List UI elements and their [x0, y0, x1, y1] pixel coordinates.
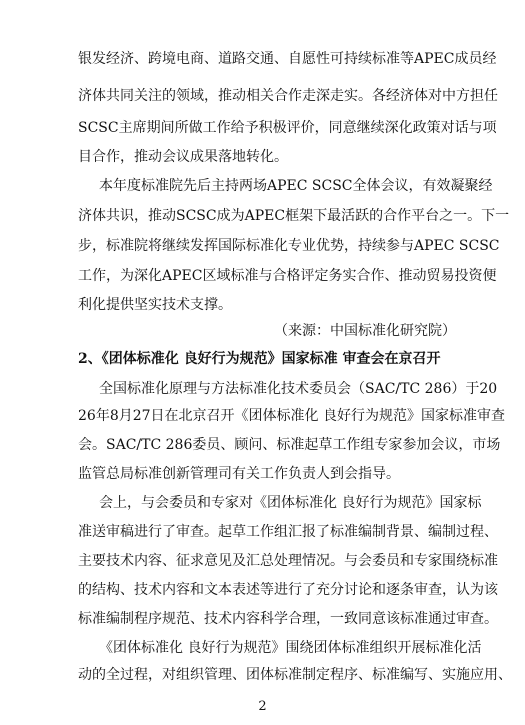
text-line: 监管总局标准创新管理司有关工作负责人到会指导。 — [78, 466, 400, 482]
text-line: 《团体标准化 良好行为规范》围绕团体标准组织开展标准化活 — [99, 640, 482, 656]
page-number: 2 — [258, 699, 267, 714]
text-line: 动的全过程，对组织管理、团体标准制定程序、标准编写、实施应用、 — [78, 667, 512, 683]
source-note: （来源：中国标准化研究院） — [274, 323, 456, 339]
text-line: 本年度标准院先后主持两场APEC SCSC全体会议，有效凝聚经 — [99, 178, 493, 194]
text-line: 的结构、技术内容和文本表述等进行了充分讨论和逐条审查，认为该 — [78, 582, 498, 598]
text-line: 步，标准院将继续发挥国际标准化专业优势，持续参与APEC SCSC — [78, 238, 500, 254]
text-line: 济体共同关注的领域，推动相关合作走深走实。各经济体对中方担任 — [78, 88, 498, 104]
text-line: 会上，与会委员和专家对《团体标准化 良好行为规范》国家标 — [99, 495, 482, 511]
text-line: 工作，为深化APEC区域标准与合格评定务实合作、推动贸易投资便 — [78, 268, 497, 284]
text-line: 会。SAC/TC 286委员、顾问、标准起草工作组专家参加会议，市场 — [78, 437, 501, 453]
text-line: 标准编制程序规范、技术内容科学合理，一致同意该标准通过审查。 — [78, 611, 498, 627]
text-line: 全国标准化原理与方法标准化技术委员会（SAC/TC 286）于20 — [99, 381, 498, 397]
text-line: 准送审稿进行了审查。起草工作组汇报了标准编制背景、编制过程、 — [78, 524, 498, 540]
text-line: 目合作，推动会议成果落地转化。 — [78, 149, 288, 165]
section-heading: 2、《团体标准化 良好行为规范》国家标准 审查会在京召开 — [78, 351, 441, 367]
text-line: 26年8月27日在北京召开《团体标准化 良好行为规范》国家标准审查 — [78, 408, 505, 424]
text-line: 主要技术内容、征求意见及汇总处理情况。与会委员和专家围绕标准 — [78, 553, 498, 569]
text-line: 利化提供坚实技术支撑。 — [78, 297, 232, 313]
text-line: 济体共识，推动SCSC成为APEC框架下最活跃的合作平台之一。下一 — [78, 208, 510, 224]
text-line: SCSC主席期间所做工作给予积极评价，同意继续深化政策对话与项 — [78, 120, 497, 136]
text-line: 银发经济、跨境电商、道路交通、自愿性可持续标准等APEC成员经 — [78, 51, 497, 67]
